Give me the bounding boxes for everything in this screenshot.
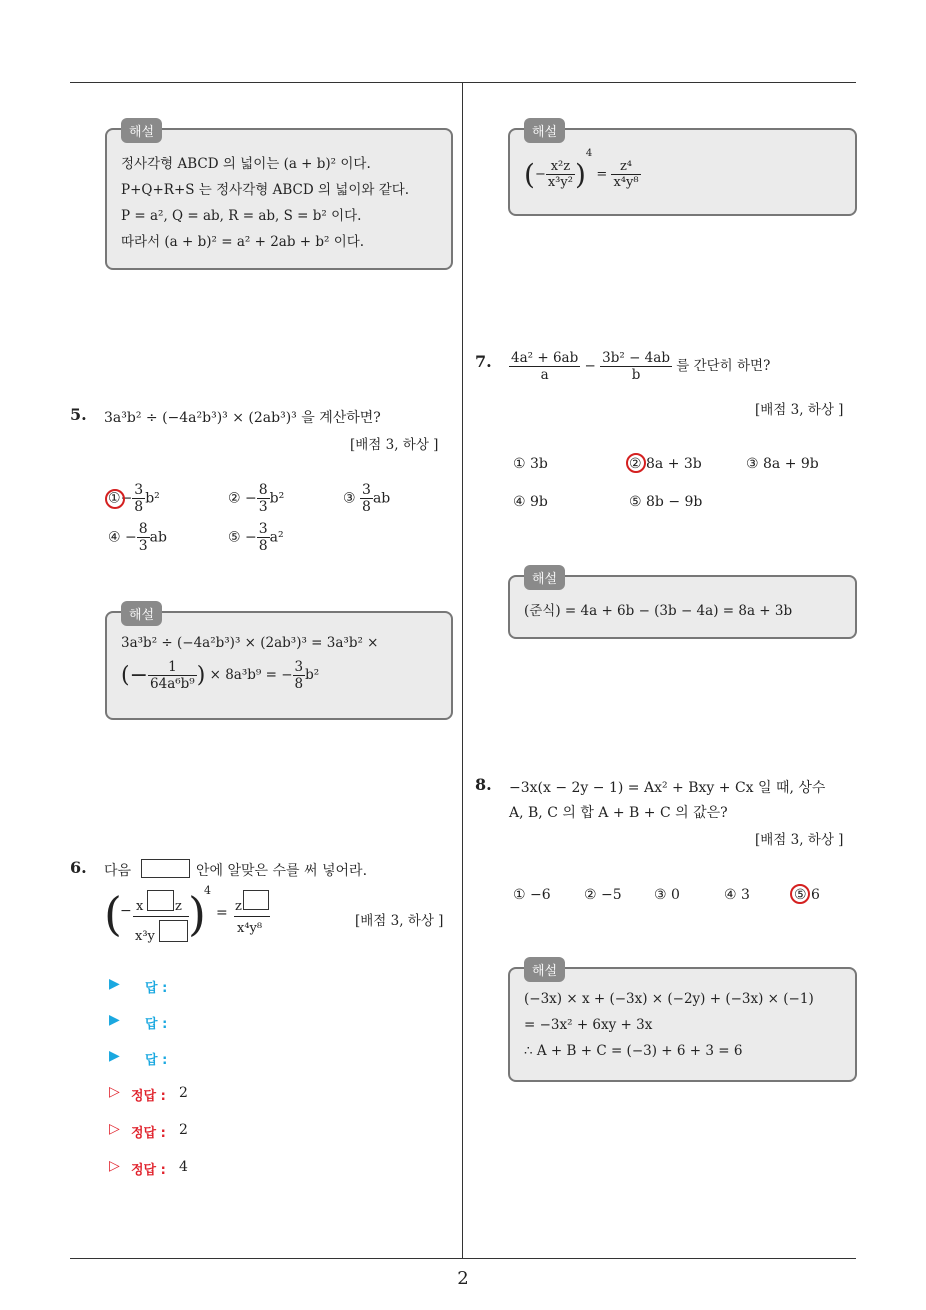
q6-num-z: z (175, 899, 182, 914)
top-rule (70, 82, 856, 83)
q6-paren-close: ) (188, 887, 206, 941)
q5-option-3[interactable]: ③ $\frac{3}{8}$ ab (343, 482, 391, 515)
answer-label-1: 답 : (145, 981, 168, 996)
correct-value-2: 2 (179, 1122, 188, 1138)
q6-equals: = (216, 905, 228, 921)
q7-solution-box (508, 572, 857, 639)
q7-option-4[interactable]: ④ 9b (513, 494, 548, 510)
q6-number: 6. (70, 858, 87, 877)
correct-value-3: 4 (179, 1159, 188, 1175)
correct-label-1: 정답 : (131, 1089, 166, 1104)
option-mark: ① (108, 490, 121, 507)
q5-score: [배점 3, 하상 ] (350, 437, 439, 453)
q7-option-1[interactable]: ① 3b (513, 456, 548, 472)
q4-solution-line-1: 정사각형 ABCD 의 넓이는 (a + b)² 이다. (121, 156, 371, 172)
q8-solution-line-2: = −3x² + 6xy + 3x (524, 1017, 653, 1033)
q7-number: 7. (475, 352, 492, 371)
q6-solution-box (508, 125, 857, 216)
q8-option-2[interactable]: ② −5 (584, 887, 622, 903)
solution-tag: 해설 (121, 601, 162, 626)
answer-label-2: 답 : (145, 1017, 168, 1032)
q4-solution-line-3: P = a², Q = ab, R = ab, S = b² 이다. (121, 208, 362, 224)
q4-solution-box (105, 125, 453, 270)
q6-minus: − (120, 903, 132, 919)
q5-solution-line-1: 3a³b² ÷ (−4a²b³)³ × (2ab³)³ = 3a³b² × (121, 635, 379, 651)
column-divider (462, 83, 463, 1259)
q8-option-1[interactable]: ① −6 (513, 887, 551, 903)
solution-tag: 해설 (524, 565, 565, 590)
q8-option-3[interactable]: ③ 0 (654, 887, 680, 903)
q5-solution-box (105, 608, 453, 720)
q5-answer-circle (105, 489, 125, 509)
correct-label-3: 정답 : (131, 1163, 166, 1178)
q5-option-4[interactable]: ④ − $\frac{8}{3}$ ab (108, 521, 167, 554)
solution-tag: 해설 (524, 118, 565, 143)
q6-blank-2[interactable] (159, 920, 188, 942)
q6-frac-line (133, 916, 189, 917)
q6-paren-open: ( (104, 887, 122, 941)
q6-text-after: 안에 알맞은 수를 써 넣어라. (196, 863, 368, 879)
correct-label-2: 정답 : (131, 1126, 166, 1141)
answer-arrow-icon: ▶ (109, 976, 120, 992)
q7-expression: $\frac{\text{4a² + 6ab}}{a}$ − $\frac{\text{3b² − 4ab}}{b}$ 를 간단히 하면? (511, 350, 771, 383)
solution-tag: 해설 (524, 957, 565, 982)
q8-solution-line-3: ∴ A + B + C = (−3) + 6 + 3 = 6 (524, 1043, 743, 1059)
q8-answer-circle (790, 884, 810, 904)
q6-solution-expression: (− $\frac{\text{x²z}}{\text{x³y²}}$ )$^4$ = $\frac{\text{z⁴}}{\text{x⁴y⁸}}$ (524, 148, 639, 191)
q8-line-1: −3x(x − 2y − 1) = Ax² + Bxy + Cx 일 때, 상수 (509, 780, 826, 796)
q7-option-3[interactable]: ③ 8a + 9b (746, 456, 819, 472)
correct-arrow-icon: ▷ (109, 1084, 120, 1100)
q7-score: [배점 3, 하상 ] (755, 402, 844, 418)
q7-answer-circle (626, 453, 646, 473)
q8-line-2: A, B, C 의 합 A + B + C 의 값은? (509, 805, 728, 821)
q6-exponent: 4 (204, 884, 211, 897)
q8-number: 8. (475, 775, 492, 794)
q6-blank-box (141, 859, 190, 878)
q6-num-x: x (136, 899, 144, 914)
answer-arrow-icon: ▶ (109, 1048, 120, 1064)
q7-solution-line: (준식) = 4a + 6b − (3b − 4a) = 8a + 3b (524, 603, 793, 619)
q6-den: x³y (135, 929, 155, 944)
q4-solution-line-4: 따라서 (a + b)² = a² + 2ab + b² 이다. (121, 234, 365, 250)
page-number: 2 (457, 1268, 469, 1289)
answer-arrow-icon: ▶ (109, 1012, 120, 1028)
correct-arrow-icon: ▷ (109, 1158, 120, 1174)
answer-label-3: 답 : (145, 1053, 168, 1068)
q7-option-5[interactable]: ⑤ 8b − 9b (629, 494, 703, 510)
q8-score: [배점 3, 하상 ] (755, 832, 844, 848)
correct-arrow-icon: ▷ (109, 1121, 120, 1137)
q8-option-4[interactable]: ④ 3 (724, 887, 750, 903)
option-fraction: $\frac{3}{8}$ (134, 482, 144, 515)
solution-tag: 해설 (121, 118, 162, 143)
correct-value-1: 2 (179, 1085, 188, 1101)
q8-option-5[interactable]: ⑤ 6 (794, 887, 820, 903)
q5-number: 5. (70, 405, 87, 424)
q6-rhs-den: x⁴y⁸ (237, 921, 263, 936)
q5-option-1[interactable]: ①− $\frac{3}{8}$ b² (108, 482, 160, 515)
q6-rhs-z: z (235, 899, 242, 914)
q6-blank-3[interactable] (243, 890, 269, 910)
q6-blank-1[interactable] (147, 890, 174, 911)
q8-solution-box (508, 964, 857, 1082)
q8-solution-line-1: (−3x) × x + (−3x) × (−2y) + (−3x) × (−1) (524, 991, 814, 1007)
bottom-rule (70, 1258, 856, 1259)
q4-solution-line-2: P+Q+R+S 는 정사각형 ABCD 의 넓이와 같다. (121, 182, 410, 198)
q5-solution-line-2: (− $\frac{1}{\text{64a⁶b⁹}}$ ) × 8a³b⁹ = − $\frac{3}{8}$ b² (121, 659, 320, 692)
q6-rhs-frac-line (234, 916, 270, 917)
q5-option-5[interactable]: ⑤ − $\frac{3}{8}$ a² (228, 521, 284, 554)
q6-text-before: 다음 (104, 863, 132, 879)
q7-option-2[interactable]: ② 8a + 3b (629, 456, 702, 472)
q5-text: 3a³b² ÷ (−4a²b³)³ × (2ab³)³ 을 계산하면? (104, 410, 381, 426)
q5-option-2[interactable]: ② − $\frac{8}{3}$ b² (228, 482, 285, 515)
q6-score: [배점 3, 하상 ] (355, 913, 444, 929)
